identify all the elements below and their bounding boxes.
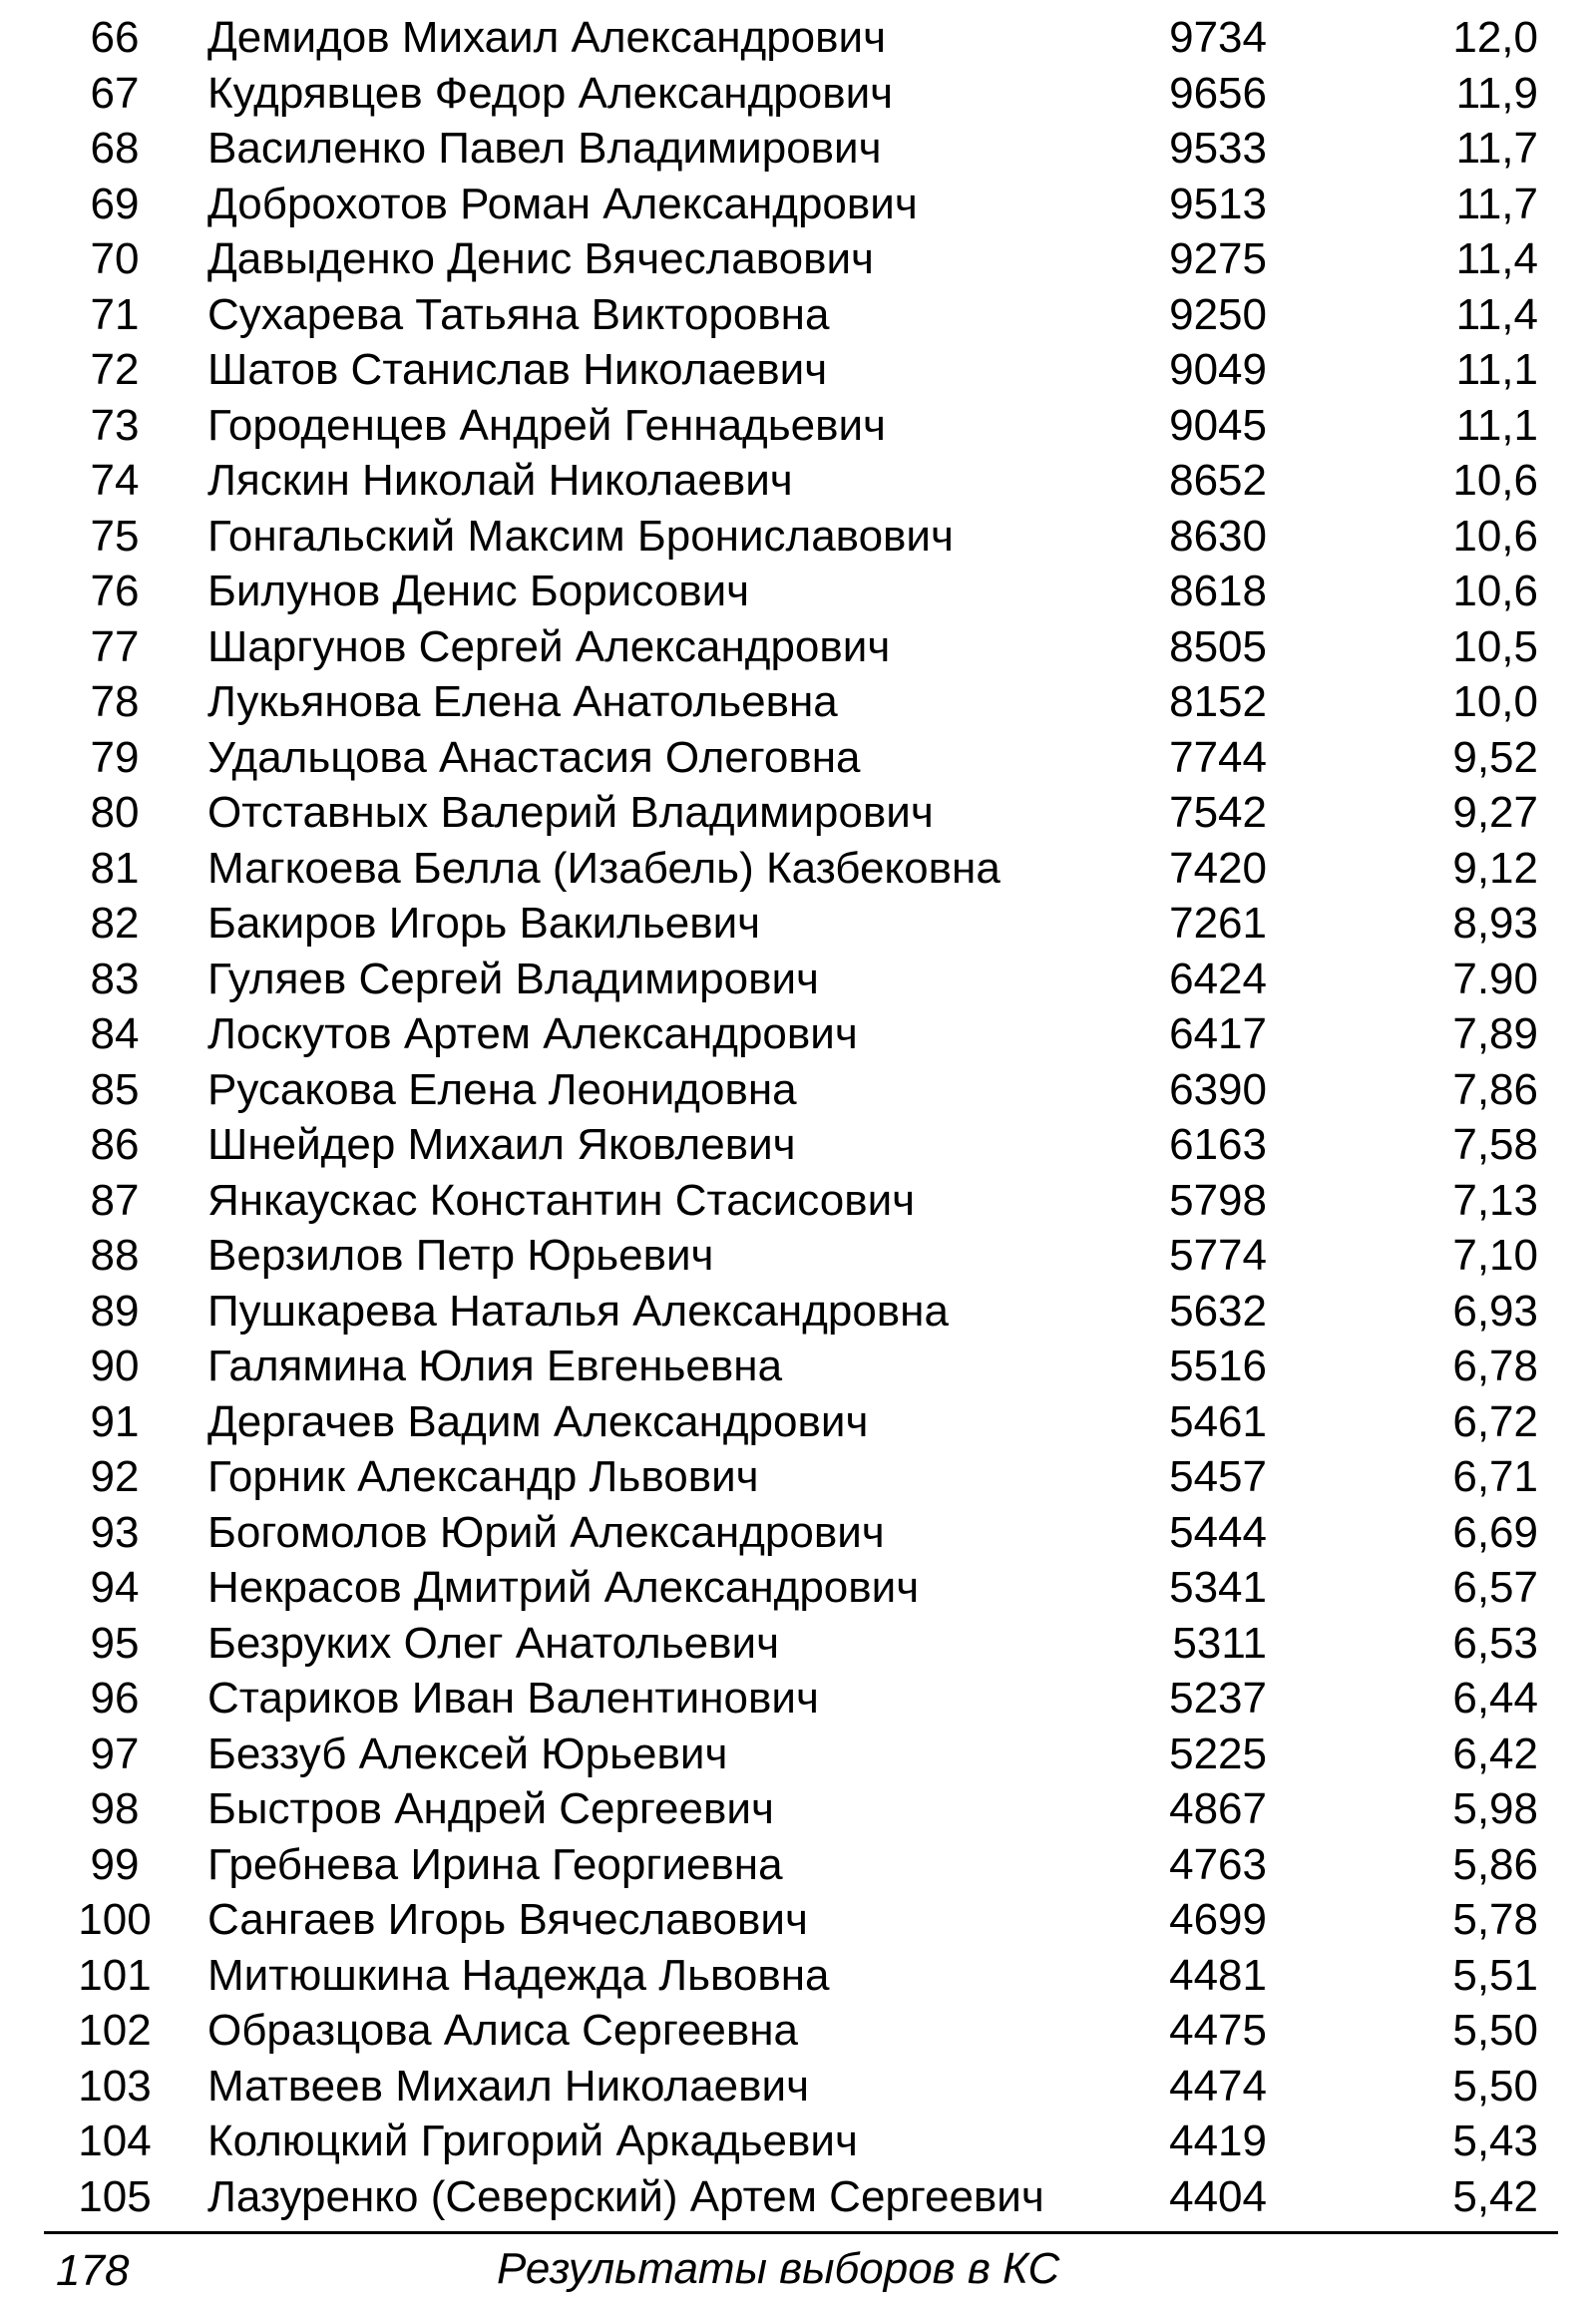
candidate-name: Беззуб Алексей Юрьевич [207,1729,728,1778]
candidate-name: Лазуренко (Северский) Артем Сергеевич [207,2171,1044,2221]
results-table [0,10,1596,2224]
table-row [0,1339,1596,1394]
candidate-name: Гребнева Ирина Георгиевна [207,1839,783,1889]
table-row [0,342,1596,398]
candidate-name: Матвеев Михаил Николаевич [207,2061,810,2111]
row-number: 105 [78,2171,152,2221]
vote-percent: 6,53 [1452,1618,1538,1668]
row-number: 97 [90,1729,140,1778]
footer-divider [44,2231,1558,2234]
row-number: 68 [90,124,140,173]
table-row [0,66,1596,122]
vote-count: 9049 [1169,345,1267,394]
vote-percent: 7,86 [1452,1064,1538,1114]
vote-percent: 10,5 [1452,621,1538,671]
row-number: 93 [90,1507,140,1557]
vote-count: 5798 [1169,1175,1267,1225]
table-row [0,287,1596,343]
table-row [0,1616,1596,1672]
vote-count: 7420 [1169,843,1267,893]
vote-percent: 6,44 [1452,1674,1538,1723]
candidate-name: Шнейдер Михаил Яковлевич [207,1120,796,1169]
row-number: 98 [90,1784,140,1833]
candidate-name: Городенцев Андрей Геннадьевич [207,400,886,450]
table-row [0,619,1596,675]
vote-percent: 5,86 [1452,1839,1538,1889]
vote-percent: 5,42 [1452,2171,1538,2221]
vote-percent: 11,1 [1455,400,1538,450]
candidate-name: Образцова Алиса Сергеевна [207,2006,798,2055]
vote-count: 7542 [1169,788,1267,837]
vote-count: 4474 [1169,2061,1267,2111]
vote-percent: 7,58 [1452,1120,1538,1169]
table-row [0,1228,1596,1284]
vote-percent: 11,7 [1455,124,1538,173]
row-number: 70 [90,234,140,283]
vote-percent: 9,27 [1452,788,1538,837]
vote-percent: 6,42 [1452,1729,1538,1778]
vote-count: 9734 [1169,13,1267,62]
row-number: 99 [90,1839,140,1889]
candidate-name: Давыденко Денис Вячеславович [207,234,874,283]
candidate-name: Кудрявцев Федор Александрович [207,68,894,118]
vote-count: 5237 [1169,1674,1267,1723]
row-number: 71 [90,289,140,339]
vote-percent: 6,69 [1452,1507,1538,1557]
table-row [0,2169,1596,2225]
vote-count: 5341 [1169,1563,1267,1612]
vote-percent: 9,52 [1452,732,1538,782]
row-number: 89 [90,1286,140,1336]
row-number: 92 [90,1452,140,1501]
table-row [0,10,1596,66]
row-number: 91 [90,1396,140,1446]
row-number: 78 [90,677,140,726]
candidate-name: Русакова Елена Леонидовна [207,1064,797,1114]
table-row [0,1671,1596,1727]
vote-count: 8630 [1169,511,1267,561]
table-row [0,2003,1596,2059]
candidate-name: Дергачев Вадим Александрович [207,1396,869,1446]
row-number: 95 [90,1618,140,1668]
row-number: 72 [90,345,140,394]
vote-percent: 11,4 [1455,234,1538,283]
vote-percent: 5,43 [1452,2116,1538,2165]
row-number: 80 [90,788,140,837]
table-row [0,674,1596,730]
vote-count: 5444 [1169,1507,1267,1557]
vote-percent: 5,78 [1452,1895,1538,1944]
vote-percent: 6,57 [1452,1563,1538,1612]
vote-percent: 8,93 [1452,899,1538,948]
vote-count: 9250 [1169,289,1267,339]
vote-count: 6417 [1169,1009,1267,1058]
row-number: 101 [78,1950,152,2000]
table-row [0,1173,1596,1229]
candidate-name: Доброхотов Роман Александрович [207,179,918,228]
page-number: 178 [56,2246,130,2295]
candidate-name: Магкоева Белла (Изабель) Казбековна [207,843,1000,893]
row-number: 74 [90,456,140,505]
table-row [0,1560,1596,1616]
vote-percent: 7,10 [1452,1231,1538,1280]
candidate-name: Быстров Андрей Сергеевич [207,1784,774,1833]
table-row [0,1781,1596,1837]
vote-count: 4699 [1169,1895,1267,1944]
candidate-name: Пушкарева Наталья Александровна [207,1286,949,1336]
row-number: 83 [90,954,140,1003]
vote-percent: 11,1 [1455,345,1538,394]
table-row [0,564,1596,619]
table-row [0,896,1596,952]
vote-count: 4763 [1169,1839,1267,1889]
table-row [0,1394,1596,1450]
row-number: 81 [90,843,140,893]
table-row [0,841,1596,897]
vote-percent: 5,50 [1452,2006,1538,2055]
vote-percent: 12,0 [1452,13,1538,62]
candidate-name: Бакиров Игорь Вакильевич [207,899,761,948]
vote-count: 9275 [1169,234,1267,283]
vote-count: 6390 [1169,1064,1267,1114]
candidate-name: Сангаев Игорь Вячеславович [207,1895,808,1944]
row-number: 75 [90,511,140,561]
table-row [0,1892,1596,1948]
table-row [0,1062,1596,1118]
vote-count: 5516 [1169,1342,1267,1390]
row-number: 104 [78,2116,152,2165]
vote-percent: 5,98 [1452,1784,1538,1833]
candidate-name: Стариков Иван Валентинович [207,1674,819,1723]
candidate-name: Лукьянова Елена Анатольевна [207,677,838,726]
candidate-name: Билунов Денис Борисович [207,567,750,615]
vote-count: 4481 [1169,1950,1267,2000]
row-number: 73 [90,400,140,450]
vote-percent: 5,50 [1452,2061,1538,2111]
row-number: 87 [90,1175,140,1225]
row-number: 94 [90,1563,140,1612]
candidate-name: Ляскин Николай Николаевич [207,456,793,505]
row-number: 100 [78,1895,152,1944]
row-number: 96 [90,1674,140,1723]
vote-count: 5311 [1172,1618,1267,1668]
row-number: 69 [90,179,140,228]
row-number: 103 [78,2061,152,2111]
row-number: 85 [90,1064,140,1114]
vote-count: 5774 [1169,1231,1267,1280]
vote-count: 6163 [1169,1120,1267,1169]
row-number: 82 [90,899,140,948]
table-row [0,1284,1596,1340]
candidate-name: Отставных Валерий Владимирович [207,788,934,837]
vote-count: 4867 [1169,1784,1267,1833]
candidate-name: Гуляев Сергей Владимирович [207,954,819,1003]
table-row [0,2059,1596,2115]
vote-count: 8618 [1169,567,1267,615]
vote-count: 9656 [1169,68,1267,118]
candidate-name: Горник Александр Львович [207,1452,759,1501]
candidate-name: Галямина Юлия Евгеньевна [207,1342,783,1390]
candidate-name: Янкаускас Константин Стасисович [207,1175,916,1225]
vote-percent: 6,71 [1452,1452,1538,1501]
vote-percent: 11,9 [1455,68,1538,118]
vote-count: 5457 [1169,1452,1267,1501]
vote-percent: 6,72 [1452,1396,1538,1446]
vote-count: 7744 [1169,732,1267,782]
candidate-name: Демидов Михаил Александрович [207,13,887,62]
table-row [0,1727,1596,1782]
row-number: 88 [90,1231,140,1280]
vote-percent: 10,0 [1452,677,1538,726]
running-footer-title: Результаты выборов в КС [497,2244,1060,2293]
candidate-name: Колюцкий Григорий Аркадьевич [207,2116,858,2165]
candidate-name: Гонгальский Максим Брониславович [207,511,954,561]
table-row [0,1449,1596,1505]
candidate-name: Сухарева Татьяна Викторовна [207,289,830,339]
vote-percent: 10,6 [1452,456,1538,505]
vote-percent: 11,7 [1455,179,1538,228]
vote-percent: 10,6 [1452,567,1538,615]
vote-count: 7261 [1169,899,1267,948]
vote-count: 4404 [1169,2171,1267,2221]
table-row [0,1117,1596,1173]
vote-percent: 6,93 [1452,1286,1538,1336]
vote-count: 9513 [1169,179,1267,228]
vote-percent: 9,12 [1452,843,1538,893]
candidate-name: Некрасов Дмитрий Александрович [207,1563,920,1612]
row-number: 76 [90,567,140,615]
candidate-name: Богомолов Юрий Александрович [207,1507,885,1557]
vote-percent: 10,6 [1452,511,1538,561]
row-number: 90 [90,1342,140,1390]
vote-percent: 6,78 [1452,1342,1538,1390]
table-row [0,121,1596,177]
row-number: 77 [90,621,140,671]
row-number: 84 [90,1009,140,1058]
candidate-name: Безруких Олег Анатольевич [207,1618,779,1668]
vote-count: 8505 [1169,621,1267,671]
table-row [0,952,1596,1007]
candidate-name: Митюшкина Надежда Львовна [207,1950,830,2000]
table-row [0,453,1596,509]
table-row [0,398,1596,454]
table-row [0,1505,1596,1561]
table-row [0,231,1596,287]
table-row [0,1006,1596,1062]
candidate-name: Василенко Павел Владимирович [207,124,882,173]
candidate-name: Удальцова Анастасия Олеговна [207,732,861,782]
table-row [0,1948,1596,2004]
table-row [0,785,1596,841]
vote-percent: 11,4 [1455,289,1538,339]
vote-count: 5632 [1169,1286,1267,1336]
vote-count: 9045 [1169,400,1267,450]
vote-percent: 7,89 [1452,1009,1538,1058]
table-row [0,1837,1596,1893]
table-row [0,177,1596,232]
vote-count: 4419 [1169,2116,1267,2165]
table-row [0,730,1596,786]
candidate-name: Верзилов Петр Юрьевич [207,1231,714,1280]
row-number: 66 [90,13,140,62]
vote-count: 6424 [1169,954,1267,1003]
vote-percent: 5,51 [1452,1950,1538,2000]
table-row [0,509,1596,565]
row-number: 86 [90,1120,140,1169]
vote-count: 8152 [1169,677,1267,726]
vote-percent: 7.90 [1452,954,1538,1003]
row-number: 102 [78,2006,152,2055]
vote-count: 4475 [1169,2006,1267,2055]
candidate-name: Шатов Станислав Николаевич [207,345,828,394]
row-number: 67 [90,68,140,118]
vote-percent: 7,13 [1452,1175,1538,1225]
vote-count: 9533 [1169,124,1267,173]
candidate-name: Лоскутов Артем Александрович [207,1009,858,1058]
table-row [0,2114,1596,2169]
vote-count: 5225 [1169,1729,1267,1778]
row-number: 79 [90,732,140,782]
vote-count: 5461 [1169,1396,1267,1446]
candidate-name: Шаргунов Сергей Александрович [207,621,891,671]
vote-count: 8652 [1169,456,1267,505]
